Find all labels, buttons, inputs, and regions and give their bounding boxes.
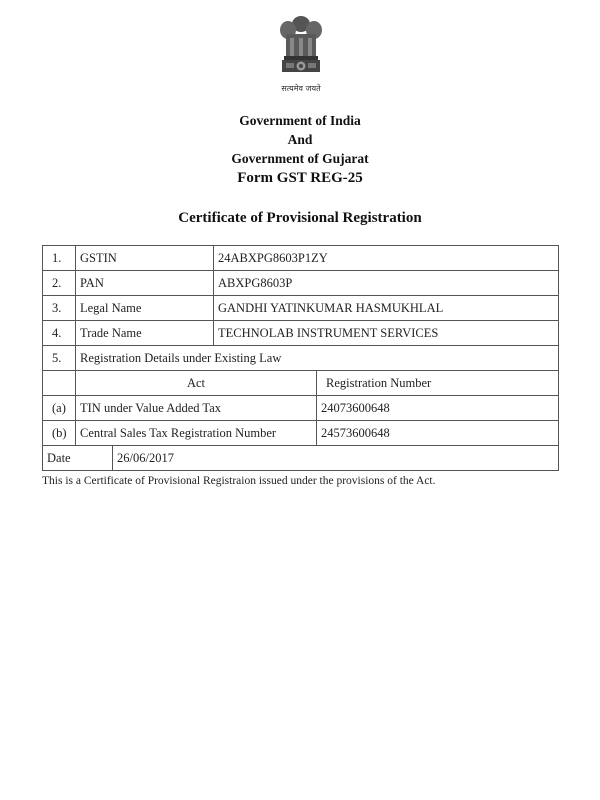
row-label: Legal Name xyxy=(76,296,214,321)
act-name: Central Sales Tax Registration Number xyxy=(76,421,317,446)
row-value: TECHNOLAB INSTRUMENT SERVICES xyxy=(214,321,559,346)
table-row-vat xyxy=(43,396,559,421)
table-row-existing-law xyxy=(43,346,559,371)
row-number: 3. xyxy=(43,296,76,321)
table-header-row xyxy=(43,371,559,396)
act-name: TIN under Value Added Tax xyxy=(76,396,317,421)
row-value: ABXPG8603P xyxy=(214,271,559,296)
row-value: GANDHI YATINKUMAR HASMUKHLAL xyxy=(214,296,559,321)
row-number: 2. xyxy=(43,271,76,296)
row-label: Trade Name xyxy=(76,321,214,346)
table-row-gstin xyxy=(43,246,559,271)
row-number: 5. xyxy=(43,346,76,371)
form-name: Form GST REG-25 xyxy=(237,170,363,186)
emblem-motto: सत्यमेव जयते xyxy=(281,84,321,93)
column-header-act: Act xyxy=(76,371,317,396)
registration-table xyxy=(42,245,559,471)
registration-number: 24573600648 xyxy=(317,421,559,446)
header-line-and: And xyxy=(287,132,313,147)
column-header-registration-number: Registration Number xyxy=(317,371,559,396)
national-emblem-icon xyxy=(266,10,336,92)
registration-number: 24073600648 xyxy=(317,396,559,421)
row-label: PAN xyxy=(76,271,214,296)
empty-cell xyxy=(43,371,76,396)
date-value: 26/06/2017 xyxy=(113,446,559,471)
certificate-title: Certificate of Provisional Registration xyxy=(178,210,422,226)
row-number: (a) xyxy=(43,396,76,421)
table-row-trade-name xyxy=(43,321,559,346)
row-number: 4. xyxy=(43,321,76,346)
header-line-government-of-india: Government of India xyxy=(239,113,361,128)
row-number: 1. xyxy=(43,246,76,271)
row-label: GSTIN xyxy=(76,246,214,271)
date-label: Date xyxy=(43,446,113,471)
table-row-cst xyxy=(43,421,559,446)
table-row-pan xyxy=(43,271,559,296)
row-number: (b) xyxy=(43,421,76,446)
row-label: Registration Details under Existing Law xyxy=(76,346,559,371)
row-value: 24ABXPG8603P1ZY xyxy=(214,246,559,271)
table-row-legal-name xyxy=(43,296,559,321)
emblem-graphic xyxy=(266,10,336,80)
header-line-government-of-gujarat: Government of Gujarat xyxy=(231,151,369,166)
certificate-footer-note: This is a Certificate of Provisional Registraion issued under the provisions of the Act. xyxy=(42,475,436,487)
table-row-date xyxy=(43,446,559,471)
